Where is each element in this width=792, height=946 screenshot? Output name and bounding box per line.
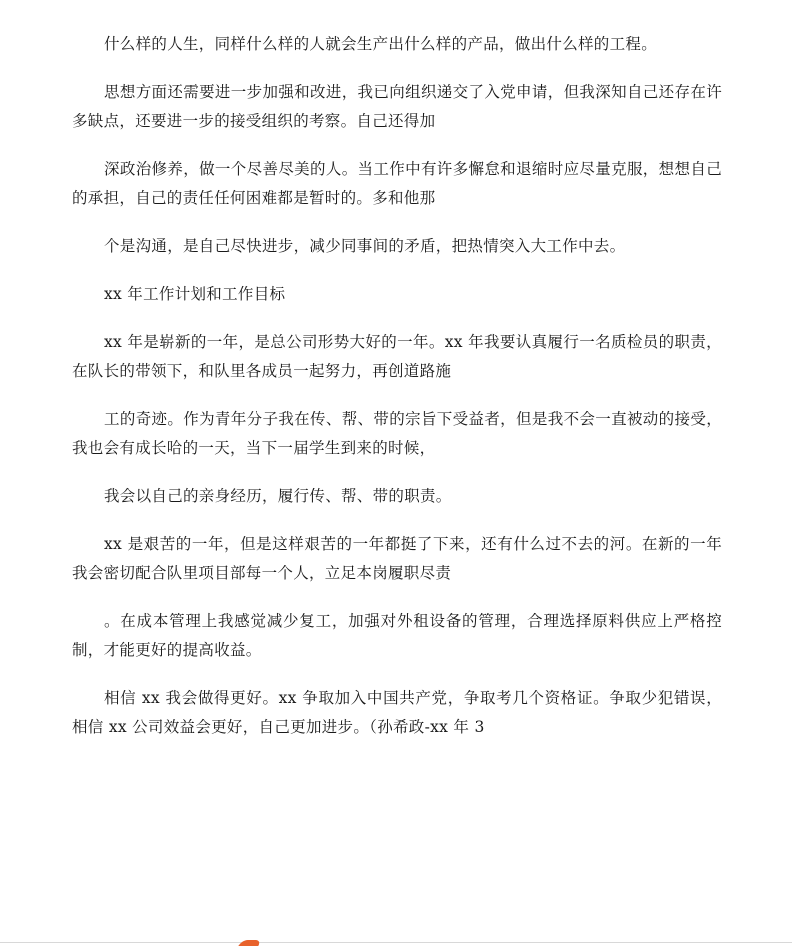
section-heading: xx 年工作计划和工作目标 [104, 285, 286, 303]
paragraph-1: 什么样的人生，同样什么样的人就会生产出什么样的产品，做出什么样的工程。 [104, 35, 658, 53]
paragraph-6: xx 年是崭新的一年，是总公司形势大好的一年。xx 年我要认真履行一名质检员的职责，在队长的带领下，和队里各成员一起努力，再创道路施 [72, 333, 722, 380]
paragraph-3: 深政治修养，做一个尽善尽美的人。当工作中有许多懈怠和退缩时应尽量克服，想想自己的承担，自己的责任任何困难都是暂时的。多和他那 [72, 160, 722, 207]
paragraph-7: 工的奇迹。作为青年分子我在传、帮、带的宗旨下受益者，但是我不会一直被动的接受，我也会有成长哈的一天，当下一届学生到来的时候， [72, 410, 722, 457]
paragraph-10: 。在成本管理上我感觉减少复工，加强对外租设备的管理，合理选择原料供应上严格控制，才能更好的提高收益。 [72, 612, 722, 659]
decorative-mark-icon [238, 940, 261, 946]
document-body [72, 30, 722, 761]
paragraph-2: 思想方面还需要进一步加强和改进，我已向组织递交了入党申请，但我深知自己还存在许多缺点，还要进一步的接受组织的考察。自己还得加 [72, 83, 722, 130]
paragraph-4: 个是沟通，是自己尽快进步，减少同事间的矛盾，把热情突入大工作中去。 [104, 237, 626, 255]
paragraph-8: 我会以自己的亲身经历，履行传、帮、带的职责。 [104, 487, 452, 505]
paragraph-9: xx 是艰苦的一年，但是这样艰苦的一年都挺了下来，还有什么过不去的河。在新的一年我会密切配合队里项目部每一个人，立足本岗履职尽责 [72, 535, 722, 582]
page-bottom-divider [0, 942, 792, 943]
paragraph-11: 相信 xx 我会做得更好。xx 争取加入中国共产党，争取考几个资格证。争取少犯错误，相信 xx 公司效益会更好，自己更加进步。（孙希政-xx 年 3 [72, 689, 722, 736]
